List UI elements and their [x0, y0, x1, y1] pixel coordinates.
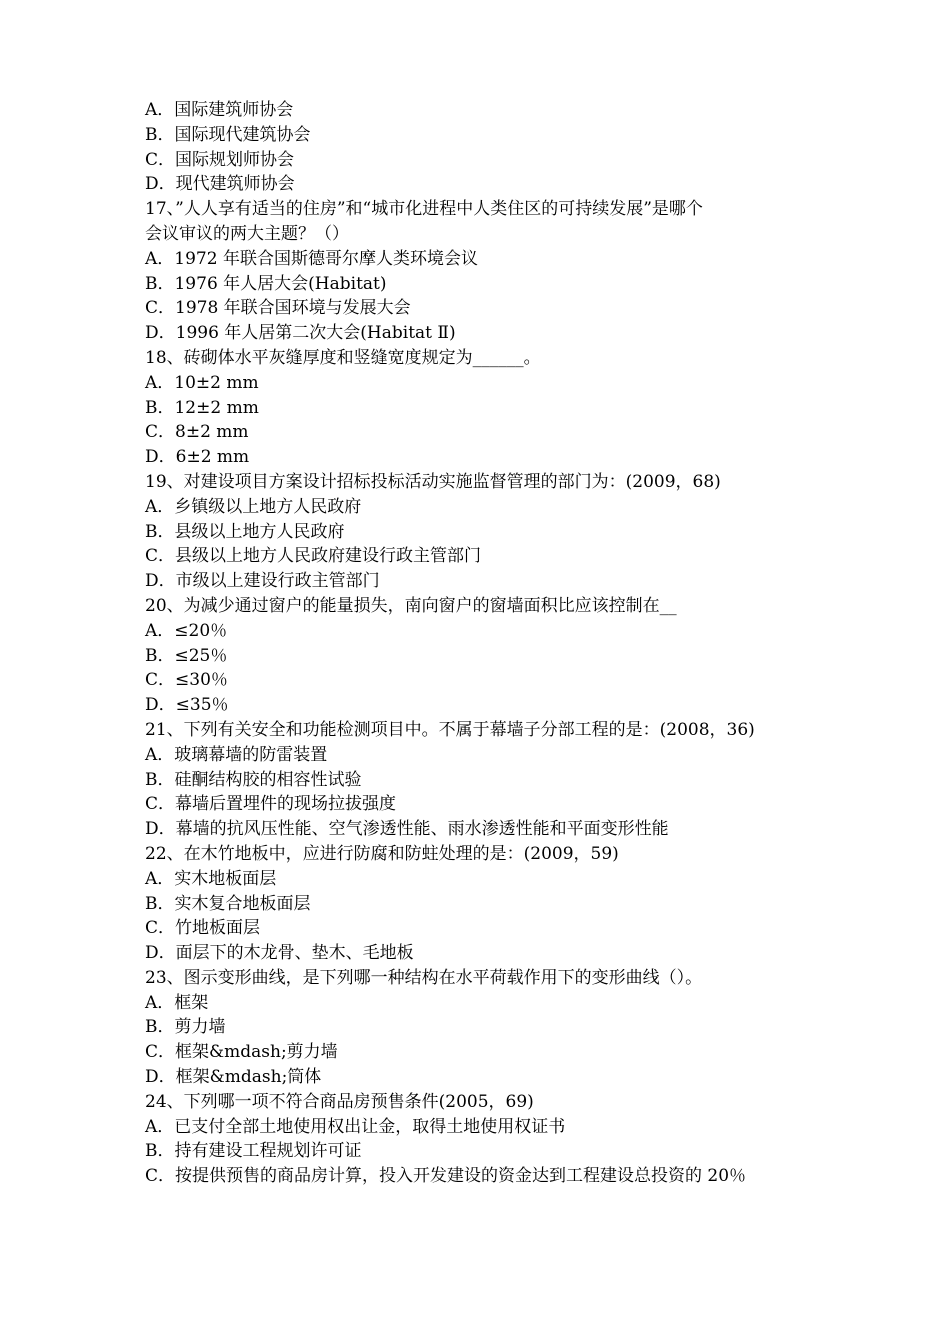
question-19-option-d: D．市级以上建设行政主管部门 [145, 571, 380, 592]
question-18-option-a: A．10±2 mm [145, 372, 259, 393]
question-23-option-c: C．框架&mdash;剪力墙 [145, 1042, 338, 1063]
question-17-option-d: D．1996 年人居第二次大会(Habitat Ⅱ) [145, 323, 456, 344]
question-20-option-c: C．≤30％ [145, 670, 228, 691]
option-c-text: C．国际规划师协会 [145, 149, 295, 170]
question-19-stem: 19、对建设项目方案设计招标投标活动实施监督管理的部门为：(2009，68) [145, 471, 721, 492]
question-18-option-b: B．12±2 mm [145, 397, 259, 418]
question-21-stem: 21、下列有关安全和功能检测项目中。不属于幕墙子分部工程的是：(2008，36) [145, 719, 755, 740]
question-24-option-c: C．按提供预售的商品房计算，投入开发建设的资金达到工程建设总投资的 20％ [145, 1166, 747, 1187]
question-17-option-b: B．1976 年人居大会(Habitat) [145, 273, 387, 294]
question-22-stem: 22、在木竹地板中，应进行防腐和防蛀处理的是：(2009，59) [145, 843, 619, 864]
question-22-option-a: A．实木地板面层 [145, 868, 277, 889]
question-20-option-b: B．≤25％ [145, 645, 228, 666]
question-24-stem: 24、下列哪一项不符合商品房预售条件(2005，69) [145, 1091, 534, 1112]
question-24-option-b: B．持有建设工程规划许可证 [145, 1141, 362, 1162]
question-21-option-d: D．幕墙的抗风压性能、空气渗透性能、雨水渗透性能和平面变形性能 [145, 819, 669, 840]
question-19-option-a: A．乡镇级以上地方人民政府 [145, 496, 362, 517]
question-18-option-c: C．8±2 mm [145, 422, 249, 443]
question-24-option-a: A．已支付全部土地使用权出让金，取得土地使用权证书 [145, 1116, 566, 1137]
question-22-option-d: D．面层下的木龙骨、垫木、毛地板 [145, 943, 414, 964]
question-18-option-d: D．6±2 mm [145, 447, 250, 468]
question-22-option-b: B．实木复合地板面层 [145, 893, 311, 914]
question-21-option-b: B．硅酮结构胶的相容性试验 [145, 769, 362, 790]
question-20-stem: 20、为减少通过窗户的能量损失，南向窗户的窗墙面积比应该控制在__ [145, 595, 677, 616]
question-23-option-a: A．框架 [145, 992, 209, 1013]
question-18-stem: 18、砖砌体水平灰缝厚度和竖缝宽度规定为______。 [145, 347, 541, 368]
option-d-text: D．现代建筑师协会 [145, 174, 295, 195]
option-a-text: A．国际建筑师协会 [145, 100, 294, 120]
exam-question-text [145, 98, 815, 1189]
question-20-option-a: A．≤20％ [145, 620, 228, 641]
question-17-stem: 17、”人人享有适当的住房”和“城市化进程中人类住区的可持续发展”是哪个 [145, 199, 703, 220]
question-20-option-d: D．≤35％ [145, 695, 229, 716]
option-b-text: B．国际现代建筑协会 [145, 124, 311, 145]
question-23-stem: 23、图示变形曲线，是下列哪一种结构在水平荷载作用下的变形曲线（）。 [145, 967, 703, 988]
question-19-option-b: B．县级以上地方人民政府 [145, 521, 345, 542]
question-23-option-b: B．剪力墙 [145, 1017, 226, 1038]
question-22-option-c: C．竹地板面层 [145, 918, 261, 939]
question-21-option-c: C．幕墙后置埋件的现场拉拔强度 [145, 794, 397, 815]
question-19-option-c: C．县级以上地方人民政府建设行政主管部门 [145, 546, 482, 567]
question-23-option-d: D．框架&mdash;筒体 [145, 1067, 322, 1088]
question-17-option-c: C．1978 年联合国环境与发展大会 [145, 298, 411, 319]
question-17-option-a: A．1972 年联合国斯德哥尔摩人类环境会议 [145, 248, 478, 269]
question-17-stem-continued: 会议审议的两大主题？（） [145, 223, 349, 244]
question-21-option-a: A．玻璃幕墙的防雷装置 [145, 744, 328, 765]
